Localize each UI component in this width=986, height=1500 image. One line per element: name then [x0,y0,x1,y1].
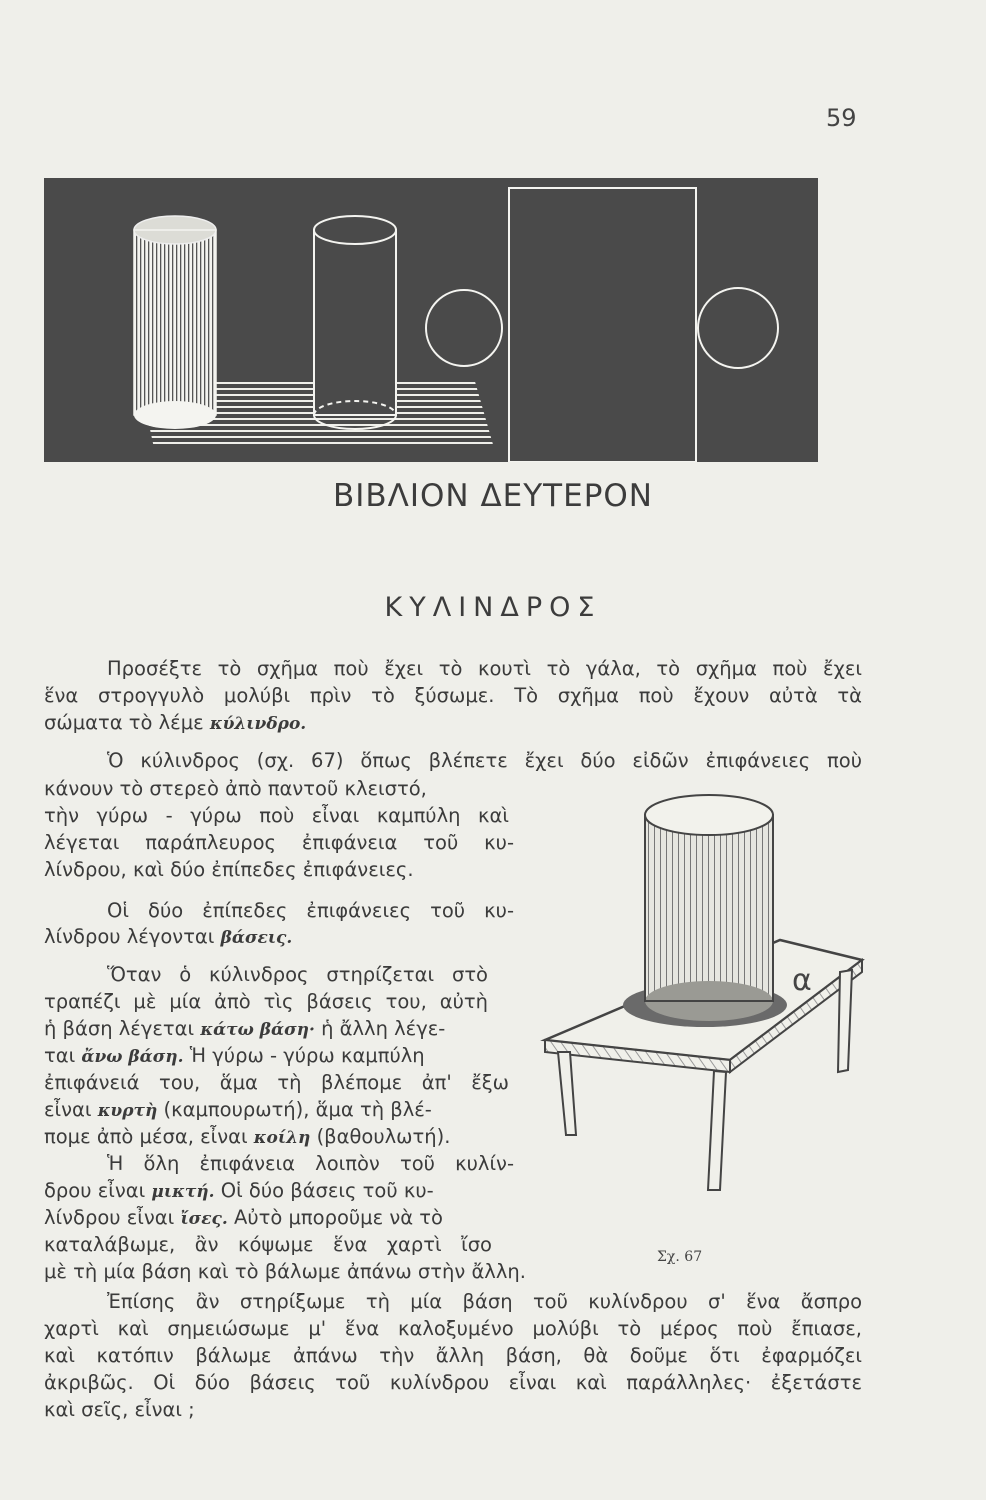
term: ἴσες. [180,1209,228,1229]
cylinder-banner-illustration [44,178,818,462]
text-line: καὶ σεῖς, εἶναι ; [44,1398,195,1421]
text-line: Προσέξτε τὸ σχῆμα ποὺ ἔχει τὸ κουτὶ τὸ γάλα, τὸ σχῆμα ποὺ ἔχει [107,657,862,680]
text-line: ἐπιφάνειά του, ἅμα τὴ βλέπομε ἀπ' ἔξω [44,1071,509,1094]
text-line: ἕνα στρογγυλὸ μολύβι πρὶν τὸ ξύσωμε. Τὸ σχῆμα ποὺ ἔχουν αὐτὰ τὰ [44,684,862,707]
text-line [44,924,292,951]
text-run: λίνδρου εἶναι [44,1206,181,1229]
text-line [44,1097,432,1124]
text-line: κάνουν τὸ στερεὸ ἀπὸ παντοῦ κλειστό, [44,777,427,800]
text-line: τὴν γύρω - γύρω ποὺ εἶναι καμπύλη καὶ [44,804,509,827]
text-run: πομε ἀπὸ μέσα, εἶναι [44,1125,254,1148]
text-line [44,1043,425,1070]
text-run: (βαθουλωτή). [310,1125,451,1148]
text-line: χαρτὶ καὶ σημειώσωμε μ' ἕνα καλοξυμένο μολύβι τὸ μέρος ποὺ ἔπιασε, [44,1317,862,1340]
text-line: τραπέζι μὲ μία ἀπὸ τὶς βάσεις του, αὐτὴ [44,990,488,1013]
text-line: Ἐπίσης ἂν στηρίξωμε τὴ μία βάση τοῦ κυλίνδρου σ' ἕνα ἄσπρο [107,1290,862,1313]
text-run: εἶναι [44,1098,98,1121]
book-title: ΒΙΒΛΙΟΝ ΔΕΥΤΕΡΟΝ [332,478,653,514]
text-run: ἡ ἄλλη λέγε- [314,1017,446,1040]
text-line: λέγεται παράπλευρος ἐπιφάνεια τοῦ κυ- [44,831,514,854]
text-line [44,1205,443,1232]
text-run: σώματα τὸ λέμε [44,711,210,734]
text-line: μὲ τὴ μία βάση καὶ τὸ βάλωμε ἀπάνω στὴν ἄλλη. [44,1260,526,1283]
text-run: Ἡ γύρω - γύρω καμπύλη [183,1044,425,1067]
term: κυρτὴ [97,1101,158,1121]
text-line [44,1016,445,1043]
text-line: Οἱ δύο ἐπίπεδες ἐπιφάνειες τοῦ κυ- [107,899,514,922]
figure-caption: Σχ. 67 [657,1249,703,1265]
text-run: ται [44,1044,82,1067]
text-line: λίνδρου, καὶ δύο ἐπίπεδες ἐπιφάνειες. [44,858,414,881]
text-run: δρου εἶναι [44,1179,152,1202]
text-line: Ἡ ὅλη ἐπιφάνεια λοιπὸν τοῦ κυλίν- [107,1152,514,1175]
text-line [44,710,306,737]
text-line [44,1124,450,1151]
text-run: Οἱ δύο βάσεις τοῦ κυ- [214,1179,434,1202]
text-line: ἀκριβῶς. Οἱ δύο βάσεις τοῦ κυλίνδρου εἶναι καὶ παράλληλες· ἐξετάστε [44,1371,862,1394]
page-number: 59 [826,104,857,132]
text-line: καταλάβωμε, ἂν κόψωμε ἕνα χαρτὶ ἴσο [44,1233,492,1256]
term: κάτω βάση· [200,1020,315,1040]
term: μικτή. [151,1182,215,1202]
text-line: Ὁ κύλινδρος (σχ. 67) ὅπως βλέπετε ἔχει δύο εἰδῶν ἐπιφάνειες ποὺ [107,749,862,772]
text-run: Αὐτὸ μποροῦμε νὰ τὸ [227,1206,443,1229]
term: βάσεις. [220,928,293,948]
term: ἄνω βάση. [81,1047,184,1067]
chapter-title: ΚΥΛΙΝΔΡΟΣ [384,592,602,623]
figure-label: α [792,963,812,998]
figure-67-cylinder-on-table [540,790,880,1210]
text-line: καὶ κατόπιν βάλωμε ἀπάνω τὴν ἄλλη βάση, θὰ δοῦμε ὅτι ἐφαρμόζει [44,1344,862,1367]
text-line: Ὅταν ὁ κύλινδρος στηρίζεται στὸ [107,963,488,986]
term: κύλινδρο. [209,714,307,734]
text-run: (καμπουρωτή), ἅμα τὴ βλέ- [157,1098,432,1121]
text-line [44,1178,434,1205]
text-run: λίνδρου λέγονται [44,925,221,948]
term: κοίλη [253,1128,311,1148]
text-run: ἡ βάση λέγεται [44,1017,201,1040]
